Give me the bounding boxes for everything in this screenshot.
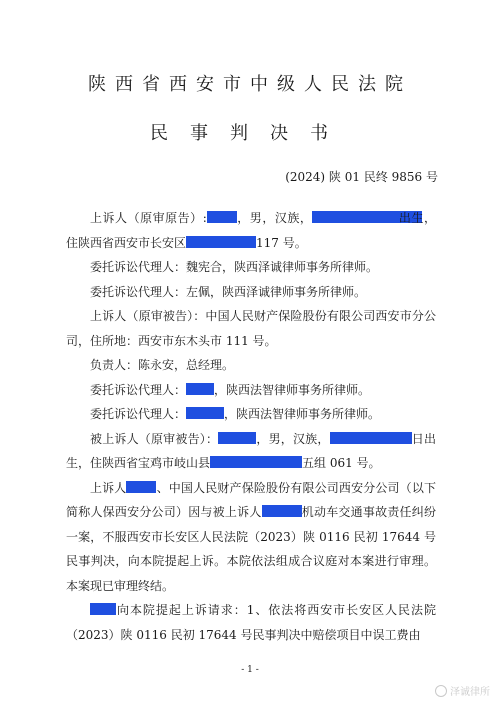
court-name: 陕西省西安市中级人民法院 xyxy=(88,74,412,95)
redaction-block xyxy=(218,432,256,444)
redaction-block xyxy=(330,432,412,444)
redaction-block xyxy=(210,456,302,468)
text: ，陕西法智律师事务所律师。 xyxy=(214,382,371,397)
redaction-block xyxy=(262,505,302,517)
page-number: - 1 - xyxy=(241,665,259,675)
paragraph-appeal-request xyxy=(66,598,436,647)
text: ，男，汉族， xyxy=(236,211,313,225)
text: 委托诉讼代理人： xyxy=(90,382,187,397)
paragraph-appellant xyxy=(66,206,436,255)
paragraph-agent-3 xyxy=(66,378,436,403)
text: 五组 061 号。 xyxy=(302,456,381,470)
paragraph-case-summary xyxy=(66,476,436,599)
text: 上诉人（原审原告）: xyxy=(90,211,207,225)
redaction-block xyxy=(126,481,156,493)
text: ，陕西法智律师事务所律师。 xyxy=(224,407,381,421)
paragraph-appellant-insurer: 上诉人（原审被告）：中国人民财产保险股份有限公司西安市分公司，住所地：西安市东木头市 111 号。 xyxy=(66,309,436,348)
text: 日出生，住陕西省宝鸡市岐山县 xyxy=(66,431,436,470)
paragraph-agent-2: 委托诉讼代理人：左佩，陕西泽诚律师事务所律师。 xyxy=(90,284,367,299)
watermark xyxy=(435,683,490,698)
redaction-block xyxy=(186,236,256,248)
watermark-text: 泽诚律所 xyxy=(450,687,490,698)
text: 出生，住陕西省西安市长安区 xyxy=(66,211,436,250)
paragraph-representative: 负责人：陈永安，总经理。 xyxy=(90,358,235,372)
document-type: 民事判决书 xyxy=(150,123,350,144)
redaction-block xyxy=(90,603,116,615)
watermark-logo-icon xyxy=(435,685,447,697)
redaction-block xyxy=(186,383,214,395)
paragraph-agent-1: 委托诉讼代理人：魏宪合，陕西泽诚律师事务所律师。 xyxy=(90,260,379,274)
text: 被上诉人（原审被告）： xyxy=(90,431,219,446)
redaction-block xyxy=(186,407,224,419)
text: 委托诉讼代理人： xyxy=(90,407,187,421)
paragraph-appellee xyxy=(66,427,436,476)
text: 117 号。 xyxy=(256,235,307,250)
text: 、中国人民财产保险股份有限公司西安分公司（以下简称人保西安分公司）因与被上诉人 xyxy=(66,480,436,519)
judgment-body xyxy=(66,206,436,647)
text: 上诉人 xyxy=(90,480,127,495)
text: 向本院提起上诉请求：1、依法将西安市长安区人民法院（2023）陕 0116 民初 17644 号民事判决中赔偿项目中误工费由 xyxy=(66,603,436,642)
redaction-block xyxy=(207,211,237,223)
case-number: (2024) 陕 01 民终 9856 号 xyxy=(285,170,438,184)
text: ，男，汉族， xyxy=(256,431,330,446)
text: 机动车交通事故责任纠纷一案，不服西安市长安区人民法院（2023）陕 0116 民初 17644 号民事判决，向本院提起上诉。本院依法组成合议庭对本案进行审理。本案现已审理终结。 xyxy=(66,505,436,593)
paragraph-agent-4 xyxy=(66,402,436,427)
